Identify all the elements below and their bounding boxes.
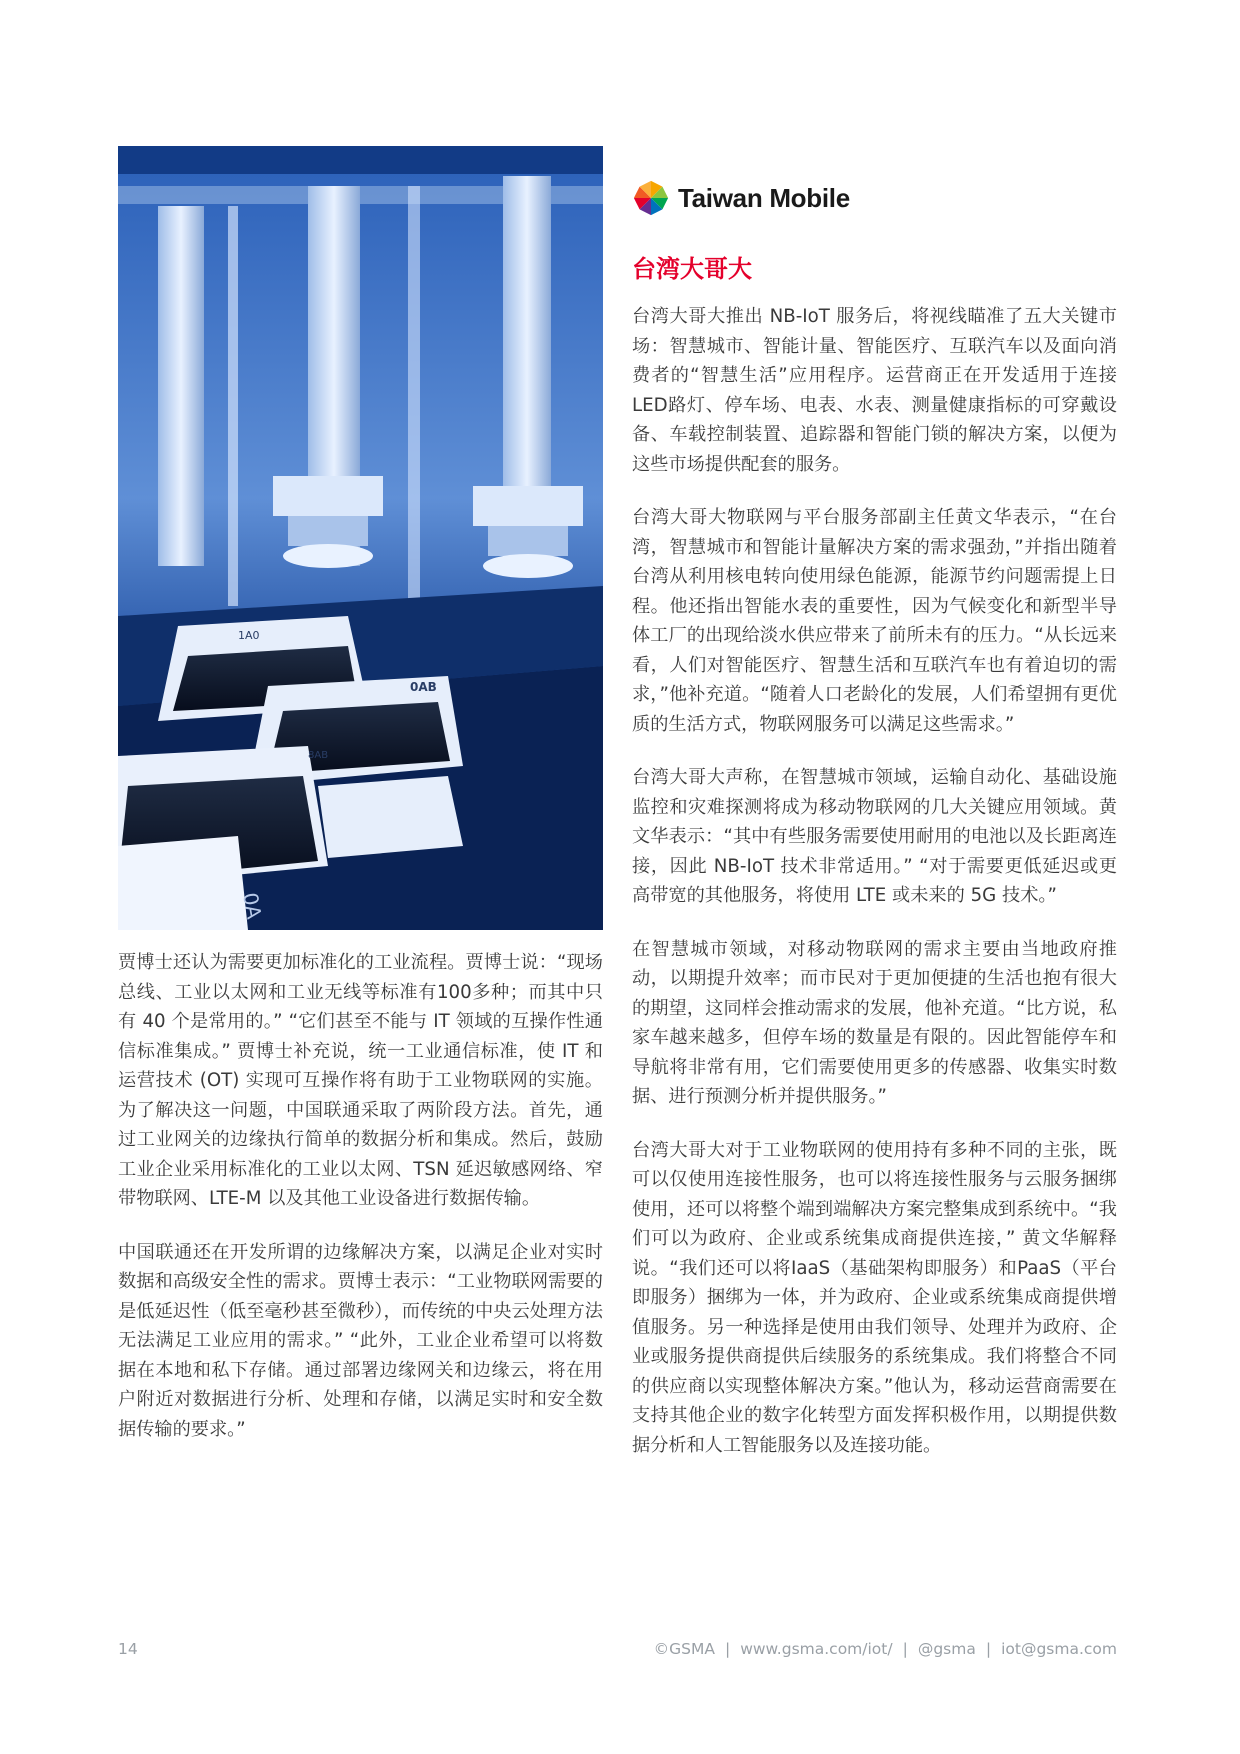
body-paragraph: 在智慧城市领域，对移动物联网的需求主要由当地政府推动，以期提升效率；而市民对于更加便捷的生活也抱有很大的期望，这同样会推动需求的发展，他补充道。“比方说，私家车越来越多，但停车场的数量是有限的。因此智能停车和导航将非常有用，它们需要使用更多的传感器、收集实时数据、进行预测分析并提供服务。” [632, 938, 1117, 1107]
body-paragraph: 台湾大哥大声称，在智慧城市领域，运输自动化、基础设施监控和灾难探测将成为移动物联网的几大关键应用领域。黄文华表示：“其中有些服务需要使用耐用的电池以及长距离连接，因此 NB-IoT 技术非常适用。” “对于需要更低延迟或更高带宽的其他服务，将使用 LTE 或未来的 5G 技术。” [632, 767, 1117, 906]
taiwan-mobile-logo-icon [632, 179, 670, 217]
twitter-handle[interactable]: @gsma [917, 1640, 976, 1658]
copyright: ©GSMA [653, 1640, 715, 1658]
page-number: 14 [118, 1640, 138, 1658]
tray-label: 8AB [308, 750, 329, 761]
body-paragraph: 贾博士还认为需要更加标准化的工业流程。贾博士说：“现场总线、工业以太网和工业无线等标准有100多种；而其中只有 40 个是常用的。” “它们甚至不能与 IT 领域的互操作性通信标准集成。” 贾博士补充说，统一工业通信标准，使 IT 和运营技术 (OT) 实现可互操作将有助于工业物联网的实施。为了解决这一问题，中国联通采取了两阶段方法。首先，通过工业网关的边缘执行简单的数据分析和集成。然后，鼓励工业企业采用标准化的工业以太网、TSN 延迟敏感网络、窄带物联网、LTE-M 以及其他工业设备进行数据传输。 [118, 952, 603, 1209]
website-link[interactable]: www.gsma.com/iot/ [740, 1640, 893, 1658]
page-footer [118, 1640, 1117, 1664]
footer-links [654, 1640, 1117, 1658]
email-link[interactable]: iot@gsma.com [1001, 1640, 1117, 1658]
body-paragraph: 台湾大哥大对于工业物联网的使用持有多种不同的主张，既可以仅使用连接性服务，也可以将连接性服务与云服务捆绑使用，还可以将整个端到端解决方案完整集成到系统中。“我们可以为政府、企业或系统集成商提供连接，” 黄文华解释说。“我们还可以将IaaS（基础架构即服务）和PaaS（平台即服务）捆绑为一体，并为政府、企业或系统集成商提供增值服务。另一种选择是使用由我们领导、处理并为政府、企业或服务提供商提供后续服务的系统集成。我们将整合不同的供应商以实现整体解决方案。”他认为，移动运营商需要在支持其他企业的数字化转型方面发挥积极作用，以期提供数据分析和人工智能服务以及连接功能。 [632, 1139, 1117, 1456]
separator: | [902, 1640, 908, 1658]
body-paragraph: 中国联通还在开发所谓的边缘解决方案，以满足企业对实时数据和高级安全性的需求。贾博士表示：“工业物联网需要的是低延迟性（低至毫秒甚至微秒），而传统的中央云处理方法无法满足工业应用的需求。” “此外，工业企业希望可以将数据在本地和私下存储。通过部署边缘网关和边缘云，将在用户附近对数据进行分析、处理和存储，以满足实时和安全数据传输的要求。” [118, 1241, 603, 1440]
factory-automation-photo [118, 146, 603, 930]
logo-wordmark: Taiwan Mobile [678, 182, 850, 213]
separator: | [985, 1640, 992, 1658]
taiwan-mobile-logo [632, 176, 1117, 220]
tray-label: 0AB [410, 680, 437, 694]
right-column [632, 176, 1117, 1484]
left-column [118, 948, 603, 1468]
body-paragraph: 台湾大哥大物联网与平台服务部副主任黄文华表示，“在台湾，智慧城市和智能计量解决方案的需求强劲，”并指出随着台湾从利用核电转向使用绿色能源，能源节约问题需提上日程。他还指出智能水表的重要性，因为气候变化和新型半导体工厂的出现给淡水供应带来了前所未有的压力。“从长远来看，人们对智能医疗、智慧生活和互联汽车也有着迫切的需求，”他补充道。“随着人口老龄化的发展，人们希望拥有更优质的生活方式，物联网服务可以满足这些需求。” [632, 507, 1117, 735]
body-paragraph: 台湾大哥大推出 NB-IoT 服务后，将视线瞄准了五大关键市场：智慧城市、智能计量、智能医疗、互联汽车以及面向消费者的“智慧生活”应用程序。运营商正在开发适用于连接LED路灯、停车场、电表、水表、测量健康指标的可穿戴设备、车载控制装置、追踪器和智能门锁的解决方案，以便为这些市场提供配套的服务。 [632, 306, 1117, 475]
separator: | [724, 1640, 731, 1658]
tray-label: 0A [238, 890, 267, 921]
tray-label: 1A0 [238, 629, 260, 642]
company-heading: 台湾大哥大 [632, 255, 752, 283]
